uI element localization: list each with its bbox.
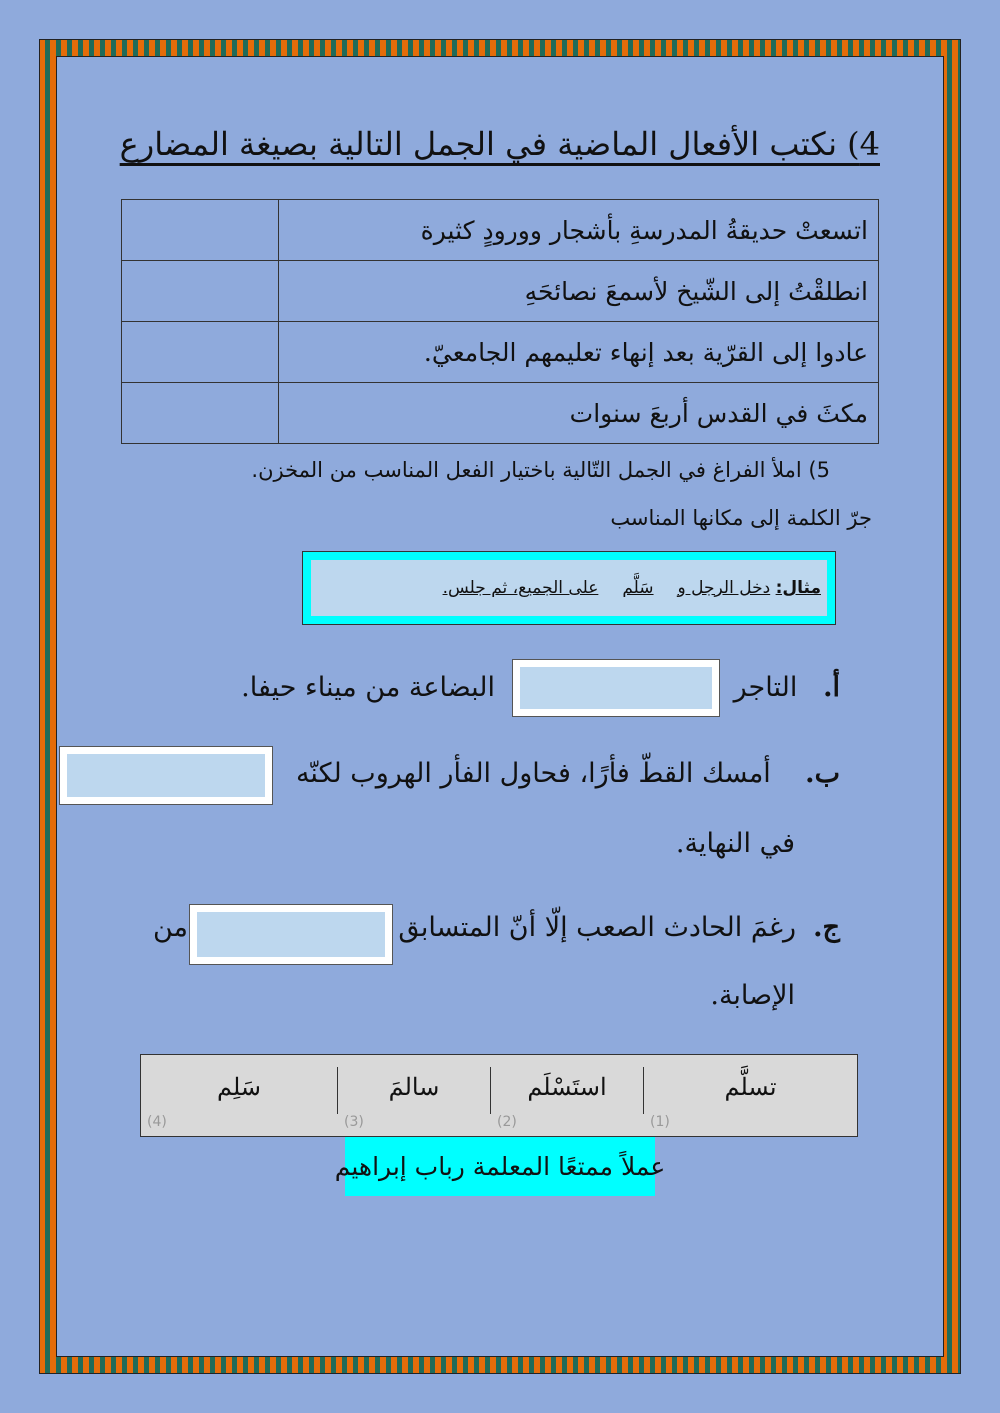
- sentence-cell: عادوا إلى القرّية بعد إنهاء تعليمهم الجامعيّ.: [279, 322, 879, 383]
- word-bank-word[interactable]: تسلَّم: [724, 1073, 777, 1101]
- verbs-table: [121, 199, 879, 444]
- answer-cell[interactable]: [122, 383, 279, 444]
- sentence-b-start: [296, 758, 840, 789]
- sentence-a-start: [734, 672, 840, 703]
- sentence-cell: اتسعتْ حديقةُ المدرسةِ بأشجار وورودٍ كثيرة: [279, 200, 879, 261]
- sentence-b-after: في النهاية.: [675, 828, 795, 859]
- example-answer: سَلَّم: [622, 578, 654, 598]
- sentence-a-before: التاجر: [733, 672, 798, 703]
- sentence-c-before: رغمَ الحادث الصعب إلّا أنّ المتسابق: [398, 912, 796, 943]
- answer-cell[interactable]: [122, 200, 279, 261]
- sentence-c-after2: الإصابة.: [710, 980, 795, 1011]
- sentence-c-letter: ج.: [813, 912, 840, 943]
- word-bank: [140, 1054, 858, 1137]
- answer-cell[interactable]: [122, 261, 279, 322]
- question4-title: 4) نكتب الأفعال الماضية في الجمل التالية بصيغة المضارع: [119, 125, 880, 163]
- sentence-c-start: [398, 912, 840, 943]
- word-bank-item[interactable]: [141, 1055, 337, 1136]
- word-bank-item[interactable]: [644, 1055, 857, 1136]
- word-bank-number: (4): [147, 1114, 167, 1130]
- sentence-b-before: أمسك القطّ فأرًا، فحاول الفأر الهروب لكنّه: [295, 758, 771, 789]
- word-bank-word[interactable]: سالمَ: [388, 1073, 440, 1101]
- sentence-a-after: البضاعة من ميناء حيفا.: [241, 672, 495, 703]
- table-row: [122, 322, 879, 383]
- word-bank-number: (3): [344, 1114, 364, 1130]
- word-bank-word[interactable]: سَلِم: [216, 1073, 262, 1101]
- table-row: [122, 200, 879, 261]
- word-bank-word[interactable]: استَسْلَم: [527, 1073, 607, 1101]
- answer-cell[interactable]: [122, 322, 279, 383]
- sentence-cell: انطلقْتُ إلى الشّيخ لأسمعَ نصائحَهِ: [279, 261, 879, 322]
- example-content: [311, 560, 827, 616]
- word-bank-item[interactable]: [338, 1055, 490, 1136]
- word-bank-item[interactable]: [491, 1055, 643, 1136]
- word-bank-number: (2): [497, 1114, 517, 1130]
- word-bank-number: (1): [650, 1114, 670, 1130]
- sentence-b-letter: ب.: [805, 758, 840, 789]
- question5-instruction: جرّ الكلمة إلى مكانها المناسب: [610, 506, 872, 530]
- example-label: مثال:: [775, 578, 821, 598]
- blank-b-drop-zone[interactable]: [60, 747, 272, 804]
- sentence-cell: مكثَ في القدس أربعَ سنوات: [279, 383, 879, 444]
- example-box: [302, 551, 836, 625]
- sentence-c-after: من: [152, 912, 188, 943]
- blank-c-drop-zone[interactable]: [190, 905, 392, 964]
- example-part2: على الجميع، ثم جلس.: [442, 578, 599, 598]
- table-row: [122, 383, 879, 444]
- sentence-a-letter: أ.: [823, 672, 840, 703]
- example-part1: دخل الرجل و: [677, 578, 771, 598]
- footer-thanks: عملاً ممتعًا المعلمة رباب إبراهيم: [345, 1137, 655, 1196]
- blank-a-drop-zone[interactable]: [513, 660, 719, 716]
- question5-title: 5) املأ الفراغ في الجمل التّالية باختيار الفعل المناسب من المخزن.: [251, 458, 830, 482]
- table-row: [122, 261, 879, 322]
